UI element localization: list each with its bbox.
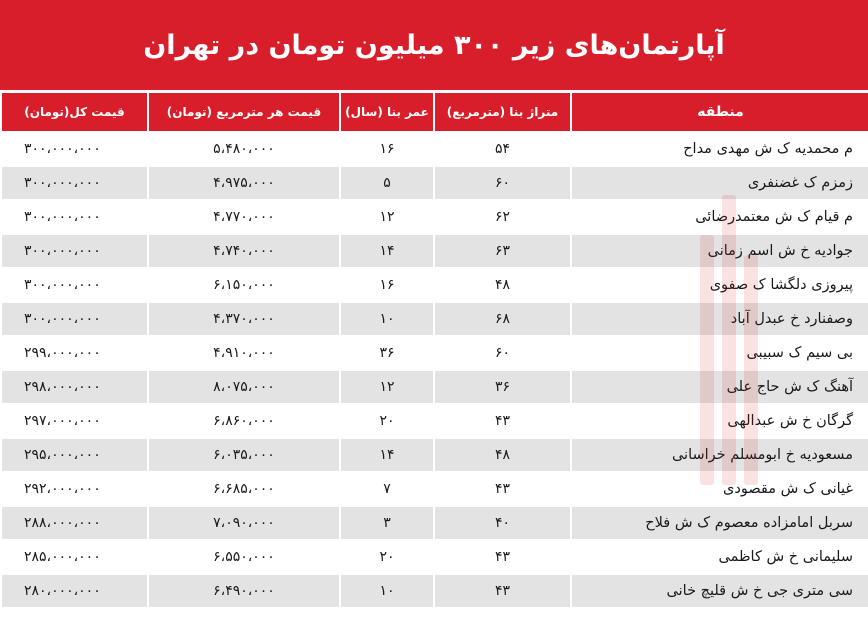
cell-price-per-sqm: ۴،۷۷۰،۰۰۰ (148, 200, 340, 234)
cell-area: ۴۳ (434, 574, 571, 608)
table-row (1, 438, 868, 472)
table-header-row (1, 93, 868, 132)
cell-age: ۳ (340, 506, 434, 540)
table-row (1, 472, 868, 506)
cell-age: ۳۶ (340, 336, 434, 370)
cell-price-per-sqm: ۶،۸۶۰،۰۰۰ (148, 404, 340, 438)
cell-region: م محمدیه ک ش مهدی مداح (571, 132, 868, 166)
cell-price-per-sqm: ۶،۴۹۰،۰۰۰ (148, 574, 340, 608)
cell-age: ۱۲ (340, 200, 434, 234)
cell-total-price: ۳۰۰،۰۰۰،۰۰۰ (1, 166, 148, 200)
cell-price-per-sqm: ۷،۰۹۰،۰۰۰ (148, 506, 340, 540)
cell-price-per-sqm: ۶،۰۳۵،۰۰۰ (148, 438, 340, 472)
column-header-region: منطقه (571, 93, 868, 132)
table-row (1, 404, 868, 438)
cell-total-price: ۳۰۰،۰۰۰،۰۰۰ (1, 302, 148, 336)
cell-age: ۲۰ (340, 540, 434, 574)
cell-total-price: ۳۰۰،۰۰۰،۰۰۰ (1, 268, 148, 302)
table-row (1, 268, 868, 302)
table-row (1, 166, 868, 200)
cell-area: ۴۳ (434, 472, 571, 506)
column-header-total-price: قیمت کل(تومان) (1, 93, 148, 132)
cell-total-price: ۲۸۸،۰۰۰،۰۰۰ (1, 506, 148, 540)
cell-total-price: ۲۹۸،۰۰۰،۰۰۰ (1, 370, 148, 404)
cell-age: ۱۲ (340, 370, 434, 404)
cell-price-per-sqm: ۵،۴۸۰،۰۰۰ (148, 132, 340, 166)
table-row (1, 234, 868, 268)
cell-area: ۶۸ (434, 302, 571, 336)
cell-price-per-sqm: ۴،۷۴۰،۰۰۰ (148, 234, 340, 268)
table-row (1, 506, 868, 540)
cell-region: بی سیم ک سبیبی (571, 336, 868, 370)
cell-age: ۱۶ (340, 268, 434, 302)
cell-region: گرگان خ ش عبدالهی (571, 404, 868, 438)
cell-total-price: ۲۹۲،۰۰۰،۰۰۰ (1, 472, 148, 506)
cell-total-price: ۲۹۷،۰۰۰،۰۰۰ (1, 404, 148, 438)
cell-region: سلیمانی خ ش کاظمی (571, 540, 868, 574)
cell-age: ۱۴ (340, 438, 434, 472)
cell-total-price: ۲۹۵،۰۰۰،۰۰۰ (1, 438, 148, 472)
cell-age: ۷ (340, 472, 434, 506)
cell-region: پیروزی دلگشا ک صفوی (571, 268, 868, 302)
cell-age: ۲۰ (340, 404, 434, 438)
cell-age: ۱۰ (340, 574, 434, 608)
page-title: آپارتمان‌های زیر ۳۰۰ میلیون تومان در تهران (143, 29, 725, 61)
table-row (1, 370, 868, 404)
cell-area: ۵۴ (434, 132, 571, 166)
cell-region: جوادیه خ ش اسم زمانی (571, 234, 868, 268)
cell-total-price: ۳۰۰،۰۰۰،۰۰۰ (1, 234, 148, 268)
cell-age: ۱۴ (340, 234, 434, 268)
cell-total-price: ۳۰۰،۰۰۰،۰۰۰ (1, 200, 148, 234)
cell-region: آهنگ ک ش حاج علی (571, 370, 868, 404)
cell-area: ۴۰ (434, 506, 571, 540)
cell-region: وصفنارد خ عبدل آباد (571, 302, 868, 336)
cell-region: زمزم ک غضنفری (571, 166, 868, 200)
cell-area: ۴۳ (434, 404, 571, 438)
cell-area: ۴۳ (434, 540, 571, 574)
cell-area: ۴۸ (434, 268, 571, 302)
apartments-table (0, 93, 868, 609)
cell-area: ۳۶ (434, 370, 571, 404)
table-row (1, 302, 868, 336)
cell-price-per-sqm: ۴،۳۷۰،۰۰۰ (148, 302, 340, 336)
column-header-area: متراژ بنا (مترمربع) (434, 93, 571, 132)
cell-region: مسعودیه خ ابومسلم خراسانی (571, 438, 868, 472)
cell-area: ۶۰ (434, 166, 571, 200)
cell-age: ۵ (340, 166, 434, 200)
cell-total-price: ۳۰۰،۰۰۰،۰۰۰ (1, 132, 148, 166)
cell-region: سربل امامزاده معصوم ک ش فلاح (571, 506, 868, 540)
column-header-price-per-sqm: قیمت هر مترمربع (تومان) (148, 93, 340, 132)
table-row (1, 540, 868, 574)
cell-region: سی متری جی خ ش قلیچ خانی (571, 574, 868, 608)
cell-area: ۴۸ (434, 438, 571, 472)
table-row (1, 200, 868, 234)
table-row (1, 574, 868, 608)
cell-total-price: ۲۸۰،۰۰۰،۰۰۰ (1, 574, 148, 608)
title-bar (0, 0, 868, 90)
cell-region: غیانی ک ش مقصودی (571, 472, 868, 506)
cell-price-per-sqm: ۸،۰۷۵،۰۰۰ (148, 370, 340, 404)
table-row (1, 132, 868, 166)
table-row (1, 336, 868, 370)
cell-age: ۱۶ (340, 132, 434, 166)
column-header-age: عمر بنا (سال) (340, 93, 434, 132)
cell-price-per-sqm: ۶،۵۵۰،۰۰۰ (148, 540, 340, 574)
cell-region: م قیام ک ش معتمدرضائی (571, 200, 868, 234)
table-body (1, 132, 868, 608)
cell-price-per-sqm: ۴،۹۱۰،۰۰۰ (148, 336, 340, 370)
cell-total-price: ۲۹۹،۰۰۰،۰۰۰ (1, 336, 148, 370)
cell-price-per-sqm: ۶،۶۸۵،۰۰۰ (148, 472, 340, 506)
cell-area: ۶۲ (434, 200, 571, 234)
cell-area: ۶۰ (434, 336, 571, 370)
cell-age: ۱۰ (340, 302, 434, 336)
cell-price-per-sqm: ۶،۱۵۰،۰۰۰ (148, 268, 340, 302)
cell-area: ۶۳ (434, 234, 571, 268)
cell-price-per-sqm: ۴،۹۷۵،۰۰۰ (148, 166, 340, 200)
cell-total-price: ۲۸۵،۰۰۰،۰۰۰ (1, 540, 148, 574)
